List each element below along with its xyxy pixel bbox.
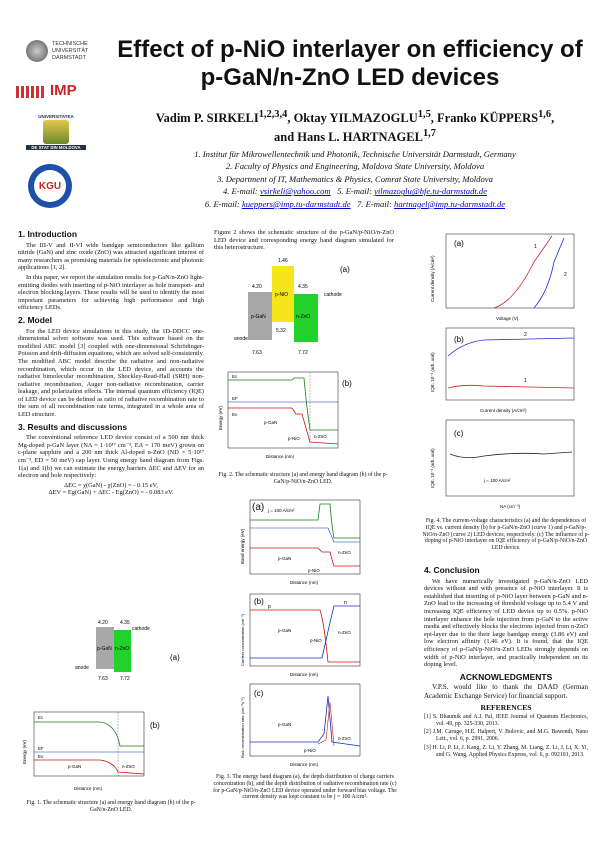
fig4-caption: Fig. 4. The current-voltage characteristics (a) and the dependences of IQE vs. current density (b) for p-GaN/n-ZnO (curve 1) and p-GaN/p-NiO/n-ZnO (curve 2) LED devices, respectively. (c) The influence of p-doping of p-NiO interlayer on IQE efficiency of p-GaN/p-NiO/n-ZnO LED device. bbox=[422, 518, 590, 552]
fig4b-xlabel: Current density (A/cm²) bbox=[480, 408, 527, 413]
fig2b-ef-label: EF bbox=[232, 396, 238, 401]
author-1: Vadim P. SIRKELI bbox=[155, 111, 259, 126]
equation-1: ΔEC = χ(GaN) - χ(ZnO) = - 0.15 eV, bbox=[64, 481, 158, 489]
fig4a-xlabel: Voltage (V) bbox=[496, 316, 519, 321]
fig3-caption: Fig. 3. The energy band diagram (a), the depth distribution of charge carriers concentration (b), and the depth distribution of radiative recombination rate (c) for p-GaN/p-NiO/n-ZnO LED device operated under forward bias voltage. The current density was kept constant to be j = 100 A/cm². bbox=[213, 774, 397, 801]
fig1a-ea-nzno: 4.35 bbox=[120, 620, 130, 626]
author-3-affil: 1,6 bbox=[538, 109, 552, 120]
author-3: , Franko KÜPPERS bbox=[430, 111, 539, 126]
imp-logo bbox=[16, 82, 100, 102]
fig3b-ylabel: Carriers concentration (cm⁻³) bbox=[240, 614, 245, 666]
fig1b-band-diagram bbox=[18, 706, 182, 794]
fig3a-ylabel: Band energy (eV) bbox=[240, 528, 245, 564]
author-4: and Hans L. HARTNAGEL bbox=[274, 130, 423, 145]
fig2a-pnio-label: p-NiO bbox=[275, 292, 289, 298]
fig3b-pgan-label: p-GaN bbox=[278, 628, 292, 633]
fig2b-ylabel: Energy (eV) bbox=[218, 405, 223, 430]
tud-name-line3: DARMSTADT bbox=[52, 55, 86, 61]
fig4b-iqe-vs-current bbox=[424, 326, 584, 416]
fig3a-ef-line bbox=[250, 528, 360, 542]
fig3a-nzno-label: n-ZnO bbox=[338, 550, 351, 555]
fig3c-pgan-label: p-GaN bbox=[278, 722, 292, 727]
tud-name-line1: TECHNISCHE bbox=[52, 41, 88, 47]
fig3b-p-label: p bbox=[268, 604, 271, 610]
fig1a-nzno-label: n-ZnO bbox=[115, 646, 130, 652]
fig4c-ylabel: IQE, 10⁻³ (arb. unit) bbox=[430, 448, 435, 488]
fig2-intro-text: Figure 2 shows the schematic structure of the p-GaN/p-NiO/n-ZnO LED device and corresponding energy band diagram simulated for this heterostructure. bbox=[214, 229, 394, 252]
fig1a-cathode: cathode bbox=[132, 626, 150, 632]
fig2-caption: Fig. 2. The schematic structure (a) and energy band diagram (b) of the p-GaN/p-NiO/n-ZnO LED. bbox=[218, 472, 388, 485]
affiliation-3: 3. Department of IT, Mathematics & Physics, Comrat State University, Moldova bbox=[217, 173, 493, 184]
utm-top-text: UNIVERSITATEA bbox=[38, 114, 74, 119]
fig3b-pnio-label: p-NiO bbox=[310, 638, 322, 643]
fig4b-curve-1 bbox=[448, 385, 574, 388]
fig1b-ec-curve bbox=[34, 722, 144, 746]
references-heading: REFERENCES bbox=[480, 703, 532, 713]
email-link-5[interactable]: yilmazoglu@hfe.tu-darmstadt.de bbox=[374, 186, 488, 197]
fig2a-label: (a) bbox=[340, 265, 350, 274]
fig1b-xlabel: Distance (nm) bbox=[74, 786, 103, 791]
fig1a-ea-pgan: 4.20 bbox=[98, 620, 108, 626]
fig4c-plot-frame bbox=[446, 420, 574, 496]
fig4a-curve-2 bbox=[534, 238, 564, 308]
fig4a-plot-frame bbox=[446, 234, 574, 308]
tud-logo bbox=[16, 40, 116, 66]
results-paragraph: The conventional reference LED device consist of a 500 nm thick Mg-doped p-GaN layer (NA = 1·10¹⁷ cm⁻³, EA = 170 meV) grown on c-plane sapphire and a 200 nm thick Al-doped n-ZnO (ND = 5·10¹⁷ cm⁻³, ED = 50 meV) cap layer. Using energy band diagram from Figs. 1(a) and 1(b) we can estimate the energy barriers ΔEC and ΔEV for an electron and hole respectively: bbox=[18, 434, 204, 480]
utm-emblem-icon bbox=[43, 120, 69, 144]
fig2b-xlabel: Distance (nm) bbox=[266, 454, 295, 459]
fig4a-curve-1 bbox=[494, 236, 552, 308]
intro-paragraph-2: In this paper, we report the simulation results for p-GaN/n-ZnO light-emitting diodes with inserting of p-NiO interlayer as hole transport- and electron blocking layers. These results will be used to identify the most important parameters for achieving high performance and high efficiency LEDs. bbox=[18, 273, 204, 312]
fig1b-nzno-label: n-ZnO bbox=[122, 764, 135, 769]
fig3a-xlabel: Distance (nm) bbox=[290, 580, 319, 585]
tud-seal-icon bbox=[26, 40, 48, 62]
fig2a-anode: anode bbox=[234, 336, 248, 342]
fig2b-ec-label: Ec bbox=[232, 374, 238, 379]
ack-heading: ACKNOWLEDGMENTS bbox=[459, 671, 553, 682]
fig2b-pgan-label: p-GaN bbox=[264, 420, 278, 425]
fig3a-plot-frame bbox=[250, 500, 360, 574]
fig3b-label: (b) bbox=[254, 597, 264, 606]
fig3a-pnio-label: p-NiO bbox=[308, 568, 320, 573]
fig4a-curve-1-label: 1 bbox=[534, 244, 537, 250]
fig3c-xlabel: Distance (nm) bbox=[290, 762, 319, 767]
fig1-caption: Fig. 1. The schematic structure (a) and energy band diagram (b) of the p-GaN/n-ZnO LED. bbox=[26, 800, 196, 813]
fig2a-ev-nzno: 7.72 bbox=[298, 350, 308, 356]
affiliation-1: 1. Institut für Mikrowellentechnik und Photonik, Technische Universität Darmstadt, Germany bbox=[194, 149, 516, 159]
tud-name-line2: UNIVERSITÄT bbox=[52, 48, 89, 54]
imp-text: IMP bbox=[50, 82, 77, 99]
fig3c-plot-frame bbox=[250, 684, 360, 756]
fig4a-current-voltage bbox=[424, 232, 584, 324]
fig2a-pgan-label: p-GaN bbox=[251, 314, 266, 320]
fig2a-ev-pgan: 7.63 bbox=[252, 350, 262, 356]
intro-heading: 1. Introduction bbox=[18, 229, 78, 239]
fig4c-iqe-vs-doping bbox=[424, 418, 584, 514]
reference-1: [1] S. Bhaumik and A.J. Pal, IEEE Journal of Quantum Electronics, vol. 49, pp. 325-330, 2013. bbox=[424, 713, 588, 727]
fig3a-panel-label: (a) bbox=[252, 502, 265, 513]
ack-text: V.P.S. would like to thank the DAAD (German Academic Exchange Service) for financial support. bbox=[424, 683, 588, 700]
intro-paragraph-1: The III-V and II-VI wide bandgap semiconductors like gallium nitride (GaN) and zinc oxide (ZnO) was attracted significant interest of many researchers as promising materials for optoelectronic and photonic applications [1, 2]. bbox=[18, 241, 204, 272]
fig2b-band-diagram bbox=[214, 368, 364, 464]
conclusion-heading: 4. Conclusion bbox=[424, 565, 480, 575]
fig3b-p-curve bbox=[250, 610, 360, 662]
imp-symbol-icon bbox=[16, 86, 46, 98]
fig1a-anode: anode bbox=[75, 665, 89, 671]
fig2a-structure bbox=[234, 254, 364, 364]
fig2a-ea-pnio: 1.46 bbox=[278, 258, 288, 264]
kgu-text: KGU bbox=[38, 180, 62, 192]
fig4b-curve-2 bbox=[448, 338, 574, 356]
affiliation-2: 2. Faculty of Physics and Engineering, Moldova State University, Moldova bbox=[225, 161, 485, 172]
fig3c-ylabel: Rad. recombination rate (cm⁻³s⁻¹) bbox=[240, 697, 245, 758]
fig2a-cathode: cathode bbox=[324, 292, 342, 298]
results-heading: 3. Results and discussions bbox=[18, 421, 128, 432]
fig1b-ef-label: EF bbox=[38, 746, 44, 751]
fig4b-curve-1-label: 1 bbox=[524, 378, 527, 384]
fig3a-ec-curve bbox=[250, 504, 360, 538]
fig4c-xlabel: NA (cm⁻³) bbox=[500, 504, 521, 509]
fig3c-recombination-rate bbox=[238, 682, 368, 770]
author-1-affil: 1,2,3,4 bbox=[258, 109, 288, 120]
fig3c-pnio-label: p-NiO bbox=[304, 748, 316, 753]
utm-logo bbox=[26, 114, 86, 158]
fig3b-carrier-concentration bbox=[238, 592, 368, 678]
fig4a-curve-2-label: 2 bbox=[564, 272, 567, 278]
email-link-6[interactable]: kueppers@imp.tu-darmstadt.de bbox=[241, 198, 351, 209]
fig3a-pgan-label: p-GaN bbox=[278, 556, 292, 561]
fig4b-curve-2-label: 2 bbox=[524, 332, 527, 338]
authors: Vadim P. SIRKELI$^{1,2,3,4}$, Oktay YILMAZOGLU$^{1,5}$, Franko KÜPPERS$^{1,6}$, and Hans L. HARTNAGEL$^{1,7}$ bbox=[155, 109, 555, 145]
right-column bbox=[424, 562, 588, 761]
fig2b-label: (b) bbox=[342, 379, 352, 388]
fig2a-nzno-label: n-ZnO bbox=[296, 314, 311, 320]
fig4b-label: (b) bbox=[454, 335, 464, 344]
fig4c-iqe-curve bbox=[450, 452, 572, 458]
author-2: , Oktay YILMAZOGLU bbox=[287, 111, 418, 126]
conclusion-paragraph: We have numerically investigated p-GaN/n-ZnO LED devices without and with presence of p-NiO interlayer. It is established that inserting of p-NiO layer between p-GaN and n-ZnO lead to the increasing of threshold voltage up to 5.4 V and increasing IQE efficiency of LED device up to 0.5%. p-NiO interlayer enhance the hole injection from p-GaN to the active media and effectively blocks the electrons injected from n-ZnO epi-layer due to the their large bandgap energy (3.86 eV) and low electron affinity (1.46 eV). It is found, that the IQE efficiency of p-GaN/p-NiO/n-ZnO LEDs strongly depends on width of p-NiO interlayer, and practically independent on its doping level. bbox=[424, 577, 588, 669]
fig1b-ev-label: Ev bbox=[38, 754, 44, 759]
fig3b-n-label: n bbox=[344, 600, 347, 606]
fig1b-ec-label: Ec bbox=[38, 715, 44, 720]
utm-bottom-text: DE STAT DIN MOLDOVA bbox=[26, 145, 86, 150]
fig3c-nzno-label: n-ZnO bbox=[338, 736, 351, 741]
page-title: Effect of p-NiO interlayer on efficiency of p-GaN/n-ZnO LED devices bbox=[117, 36, 583, 91]
reference-3: [3] H. Li, P. Li, J. Kang, Z. Li, Y. Zhang, M. Liang, Z. Li, J. Li, X. Yi, and G. Wang, Applied Physics Express, vol. 6, p. 092101, 2013. bbox=[424, 744, 588, 758]
fig2a-ea-pgan: 4.20 bbox=[252, 284, 262, 290]
left-column bbox=[18, 226, 204, 497]
fig4a-ylabel: Current density (A/cm²) bbox=[430, 255, 435, 302]
fig3a-j-label: j = 100 A/cm² bbox=[268, 508, 295, 513]
author-2-affil: 1,5 bbox=[417, 109, 431, 120]
fig1a-ev-pgan: 7.63 bbox=[98, 676, 108, 682]
model-paragraph: For the LED device simulations in this study, the 1D-DDCC one-dimensional solver software was used. This software based on the modified ABC model [3] coupled with one-dimensional Schrödinger-Poisson and drift-diffusion equations, which are solved self-consistently. The modified ABC model describe the radiative and non-radiative recombination, which occur in the LED device, and accounts the radiative bimolecular recombination, Shockley-Read-Hall (SRH) non-radiative recombination, Auger non-radiative recombination, carrier leakage, and polarization effects. The internal quantum efficiency (IQE) of LED device can be defined as ratio of radiative recombination rate to the sum of all recombination rate terms, integrated in a whole area of LED structure. bbox=[18, 327, 204, 419]
fig4a-label: (a) bbox=[454, 239, 464, 248]
fig2a-ea-nzno: 4.35 bbox=[298, 284, 308, 290]
equation-2: ΔEV = Eg(GaN) + ΔEC - Eg(ZnO) = - 0.083 eV. bbox=[48, 489, 174, 497]
fig1a-label: (a) bbox=[170, 653, 180, 662]
model-heading: 2. Model bbox=[18, 314, 53, 325]
email-link-7[interactable]: hartnagel@imp.tu-darmstadt.de bbox=[394, 198, 506, 209]
fig3b-nzno-label: n-ZnO bbox=[338, 630, 351, 635]
kgu-logo bbox=[28, 164, 72, 208]
fig3b-xlabel: Distance (nm) bbox=[290, 672, 319, 677]
fig1a-pgan-label: p-GaN bbox=[97, 646, 112, 652]
fig1b-pgan-label: p-GaN bbox=[68, 764, 82, 769]
fig2a-ev-pnio: 5.32 bbox=[276, 328, 286, 334]
fig2b-ev-label: Ev bbox=[232, 412, 238, 417]
fig1a-structure bbox=[70, 614, 190, 688]
fig4b-ylabel: IQE, 10⁻³ (arb. unit) bbox=[430, 352, 435, 392]
reference-2: [2] J.M. Caruge, H.E. Halpert, V. Bulovic, and M.G. Bawendi, Nano Lett., vol. 6, p. 2991, 2006. bbox=[424, 729, 588, 743]
fig1a-ev-nzno: 7.72 bbox=[120, 676, 130, 682]
fig1b-ylabel: Energy (eV) bbox=[22, 739, 27, 764]
fig1b-label: (b) bbox=[150, 721, 160, 730]
fig4c-j-label: j = 100 A/cm² bbox=[484, 478, 511, 483]
fig2b-pnio-label: p-NiO bbox=[288, 436, 300, 441]
fig3c-label: (c) bbox=[254, 689, 264, 698]
fig4c-label: (c) bbox=[454, 429, 464, 438]
email-link-4[interactable]: vsirkeli@yahoo.com bbox=[259, 186, 331, 197]
author-4-affil: 1,7 bbox=[422, 128, 436, 140]
fig2b-ec-curve bbox=[228, 378, 338, 430]
fig2b-nzno-label: n-ZnO bbox=[314, 434, 327, 439]
affiliations: 1. Institut für Mikrowellentechnik und Photonik, Technische Universität Darmstadt, Germany 2. Faculty of Physics and Engineering, Moldova State University, Moldova 3. Department of IT, Mathematics & Physics, Comrat State University, Moldova 4. E-mail: vsirkeli@yahoo.com 5. E-mail: yilmazoglu@hfe.tu-darmstadt.de 6. E-mail: kueppers@imp.tu-darmstadt.de 7. E-mail: hartnagel@imp.tu-darmstadt.de bbox=[110, 148, 600, 210]
